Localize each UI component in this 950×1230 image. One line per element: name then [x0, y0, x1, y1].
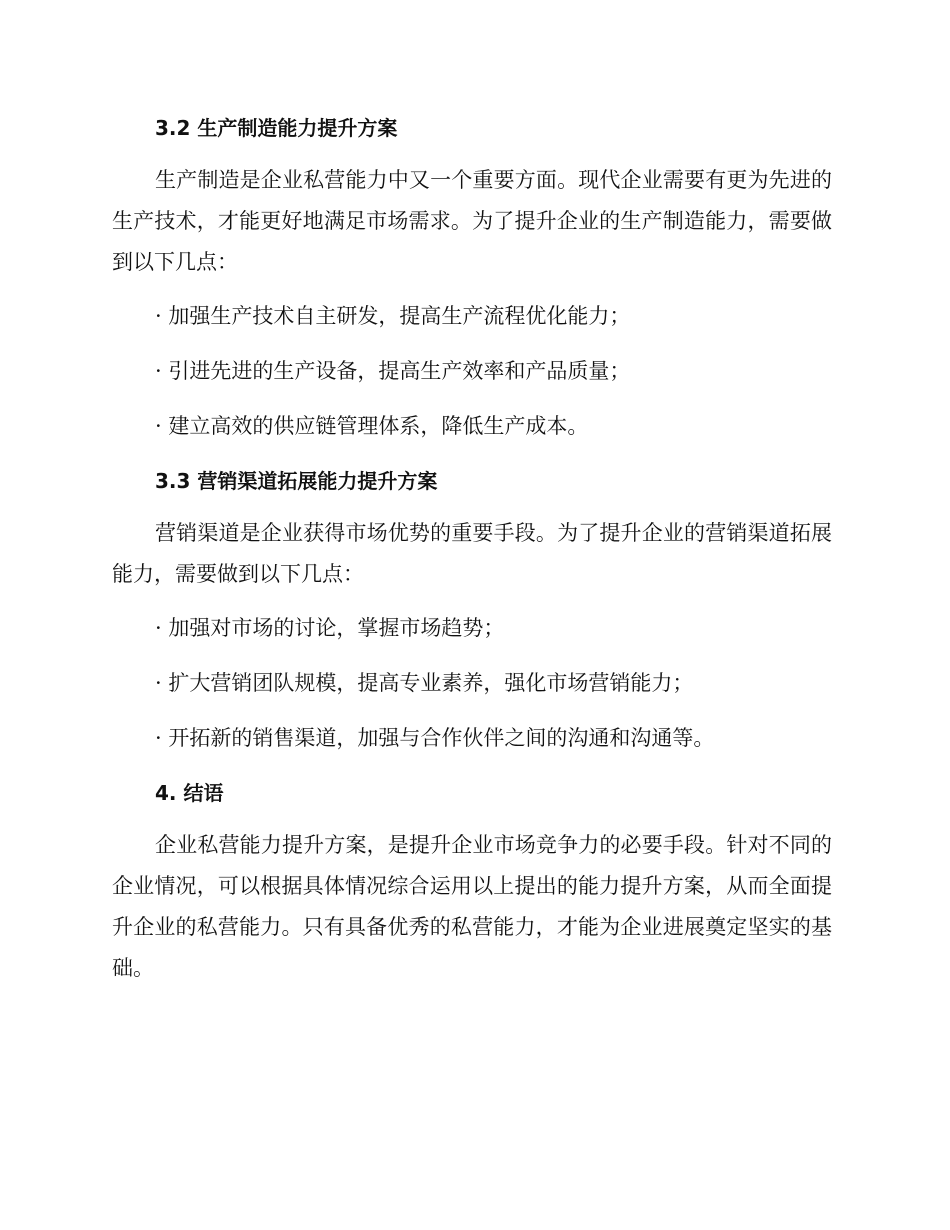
section-paragraph-4: 企业私营能力提升方案，是提升企业市场竞争力的必要手段。针对不同的企业情况，可以根据具体情况综合运用以上提出的能力提升方案，从而全面提升企业的私营能力。只有具备优秀的私营能力，才能为企业进展奠定坚实的基础。	[112, 833, 832, 980]
section-paragraph-3-2: 生产制造是企业私营能力中又一个重要方面。现代企业需要有更为先进的生产技术，才能更好地满足市场需求。为了提升企业的生产制造能力，需要做到以下几点：	[112, 168, 832, 274]
bullet-item: · 加强生产技术自主研发，提高生产流程优化能力；	[155, 304, 631, 328]
bullet-item: · 建立高效的供应链管理体系，降低生产成本。	[155, 414, 589, 438]
bullet-item: · 加强对市场的讨论，掌握市场趋势；	[155, 616, 505, 640]
section-heading-4: 4. 结语	[155, 781, 224, 805]
section-heading-3-3: 3.3 营销渠道拓展能力提升方案	[155, 469, 438, 493]
bullet-item: · 开拓新的销售渠道，加强与合作伙伴之间的沟通和沟通等。	[155, 726, 715, 750]
bullet-item: · 扩大营销团队规模，提高专业素养，强化市场营销能力；	[155, 671, 694, 695]
section-heading-3-2: 3.2 生产制造能力提升方案	[155, 116, 398, 140]
section-paragraph-3-3: 营销渠道是企业获得市场优势的重要手段。为了提升企业的营销渠道拓展能力，需要做到以下几点：	[112, 521, 832, 586]
bullet-item: · 引进先进的生产设备，提高生产效率和产品质量；	[155, 359, 631, 383]
document-body	[112, 108, 832, 1002]
